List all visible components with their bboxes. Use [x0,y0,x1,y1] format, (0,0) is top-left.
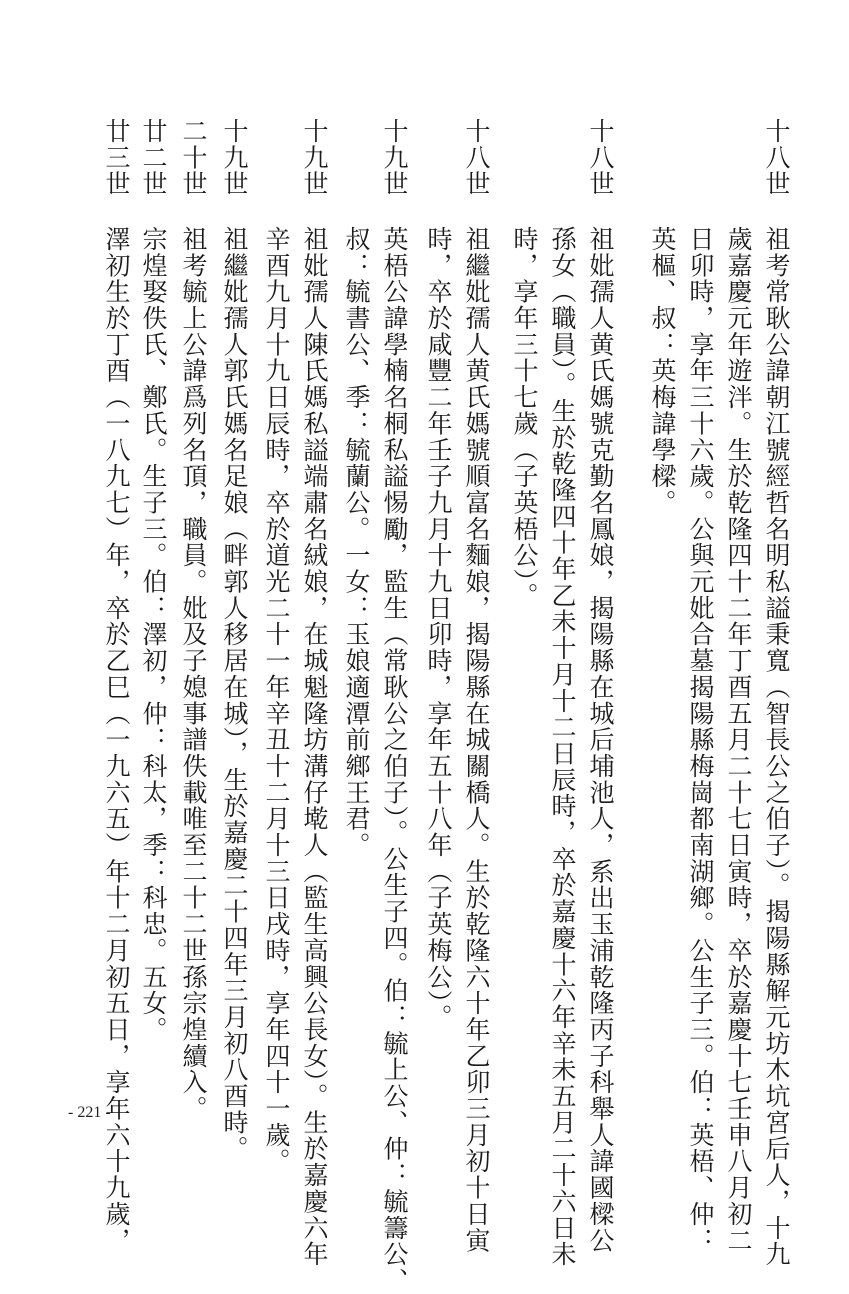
text-column: 宗煌娶佚氏、鄭氏。生子三。伯：澤初，仲：科太，季：科忠。五女。 [139,226,168,1043]
text-column: 日卯時，享年三十六歲。公與元妣合墓揭陽縣梅崗都南湖鄉。公生子三。伯：英梧、仲： [686,226,715,1254]
generation-label: 十九世 [300,118,329,198]
text-column: 祖考毓上公諱爲列名頂，職員。妣及子媳事譜佚載唯至二十二世孫宗煌續入。 [179,226,208,1122]
text-column: 英梧公諱學楠名桐私謚惕勵，監生（常耿公之伯子）。公生子四。伯：毓上公、仲：毓籌公、 [380,226,409,1294]
text-column: 時，享年三十七歲（子英梧公）。 [510,226,539,609]
text-column: 祖妣孺人陳氏媽私謚端肅名絨娘，在城魁隆坊溝仔墘人（監生高興公長女）。生於嘉慶六年 [300,226,329,1268]
text-column: 叔：毓書公、季：毓蘭公。一女：玉娘適潭前鄉王君。 [342,226,371,859]
text-column: 祖考常耿公諱朝江號經哲名明私謚秉寬（智長公之伯子）。揭陽縣解元坊木坑宮后人，十九 [762,226,791,1268]
generation-label: 十八世 [586,118,615,198]
text-column: 歲嘉慶元年遊泮。生於乾隆四十二年丁酉五月二十七日寅時，卒於嘉慶十七壬申八月初二 [724,226,753,1254]
text-column: 英樞、叔：英梅諱學樑。 [648,226,677,516]
text-column: 祖繼妣孺人黄氏媽號順富名麵娘，揭陽縣在城關橋人。生於乾隆六十年乙卯三月初十日寅 [462,226,491,1254]
generation-label: 二十世 [179,118,208,198]
generation-label: 十九世 [380,118,409,198]
text-column: 孫女（職員）。生於乾隆四十年乙未十月十二日辰時，卒於嘉慶十六年辛未五月二十六日未 [548,226,577,1268]
generation-label: 十九世 [220,118,249,198]
text-column: 辛酉九月十九日辰時，卒於道光二十一年辛丑十二月十三日戌時，享年四十一歲。 [262,226,291,1175]
page-number: - 221 - [68,1104,111,1121]
text-column: 時，卒於咸豐二年壬子九月十九日卯時，享年五十八年（子英梅公）。 [424,226,453,1031]
generation-label: 十八世 [462,118,491,198]
generation-label: 廿二世 [139,118,168,198]
text-column: 祖妣孺人黄氏媽號克勤名鳳娘，揭陽縣在城后埔池人，系出玉浦乾隆丙子科舉人諱國樑公 [586,226,615,1254]
generation-label: 十八世 [762,118,791,198]
text-column: 祖繼妣孺人郭氏媽名足娘（畔郭人移居在城），生於嘉慶二十四年三月初八酉時。 [220,226,249,1163]
text-column: 澤初生於丁酉（一八九七）年，卒於乙巳（一九六五）年十二月初五日，享年六十九歲， [102,226,131,1254]
generation-label: 廿三世 [102,118,131,198]
